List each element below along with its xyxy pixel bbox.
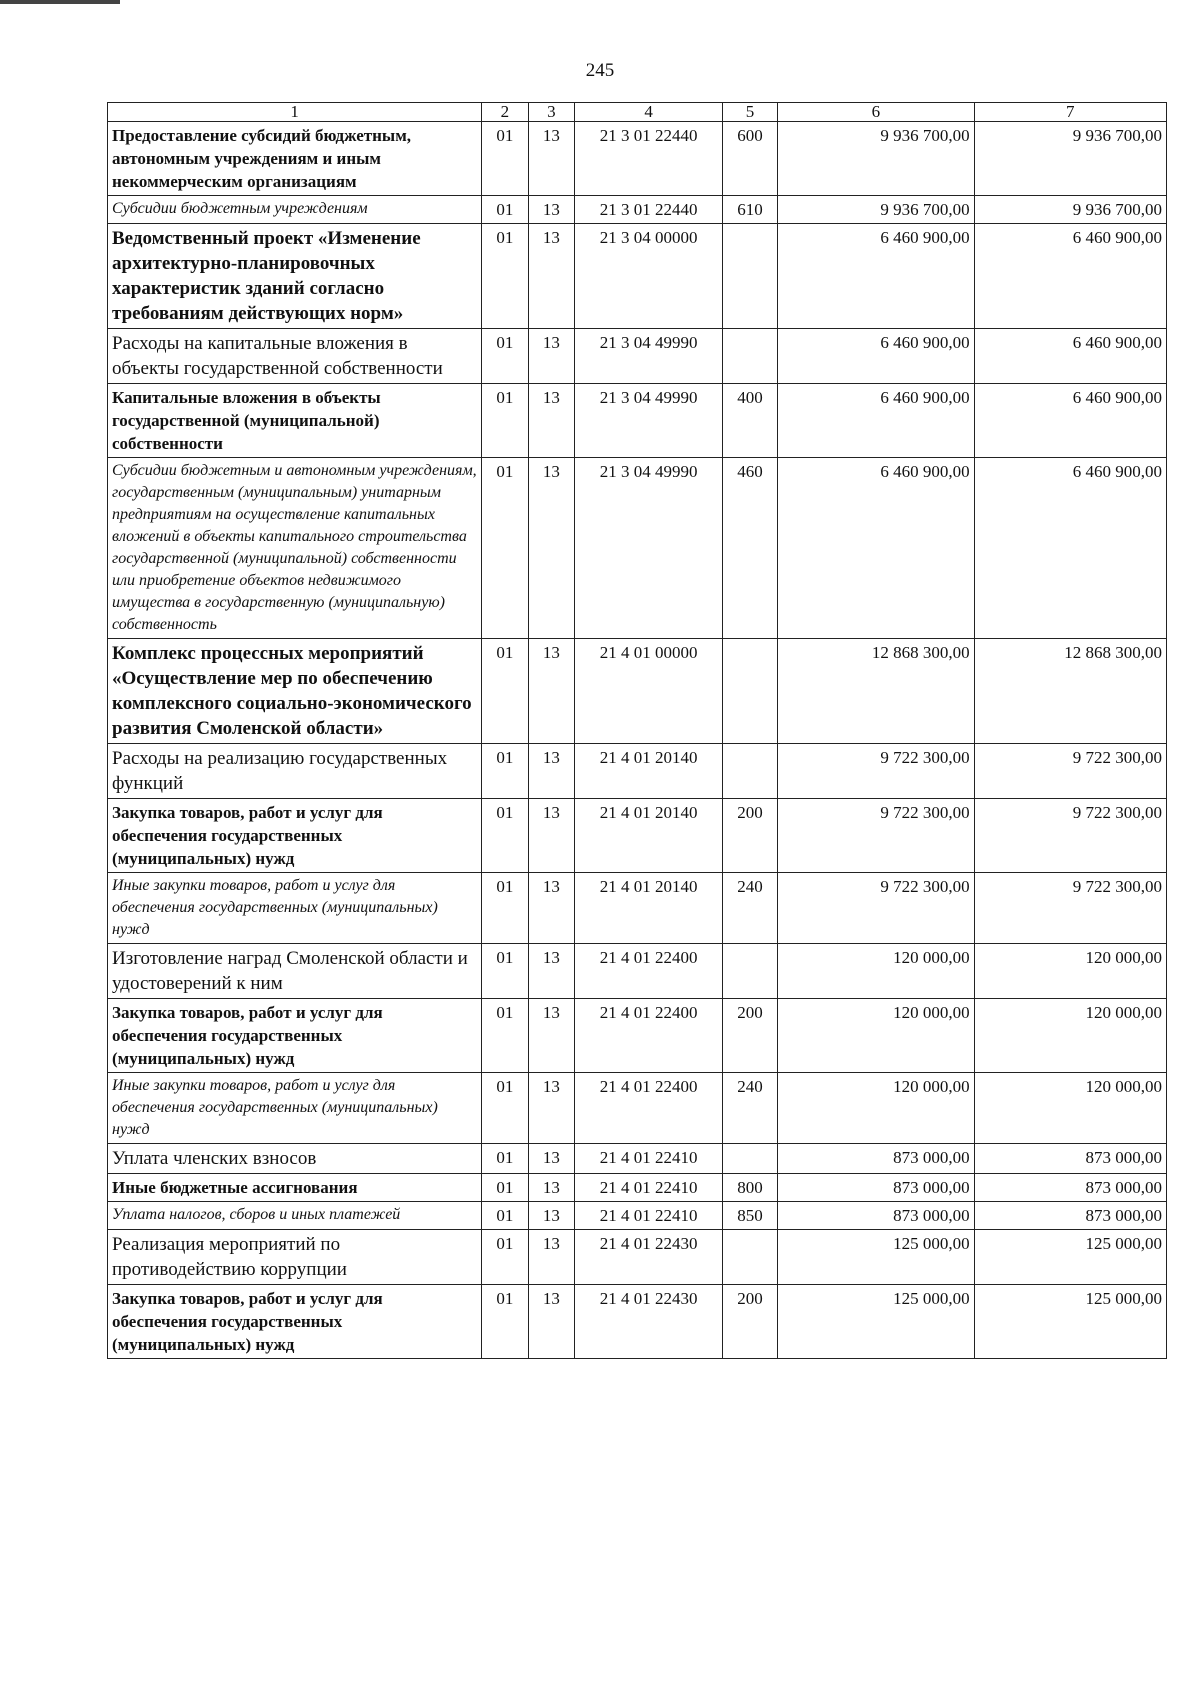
amount-year-1: 9 722 300,00 [778, 744, 975, 799]
table-row [108, 799, 1167, 873]
expense-type-code [723, 1144, 778, 1174]
target-article-code: 21 4 01 20140 [575, 799, 723, 873]
amount-year-2: 873 000,00 [974, 1174, 1166, 1202]
subsection-code: 13 [528, 799, 575, 873]
amount-year-1: 6 460 900,00 [778, 224, 975, 329]
header-cell: 4 [575, 103, 723, 122]
amount-year-2: 125 000,00 [974, 1230, 1166, 1285]
amount-year-1: 873 000,00 [778, 1144, 975, 1174]
expense-type-code: 200 [723, 1285, 778, 1359]
target-article-code: 21 4 01 20140 [575, 873, 723, 944]
expense-type-code [723, 744, 778, 799]
expense-type-code [723, 944, 778, 999]
item-name: Расходы на капитальные вложения в объекты государственной собственности [108, 329, 482, 384]
amount-year-1: 120 000,00 [778, 999, 975, 1073]
amount-year-1: 6 460 900,00 [778, 384, 975, 458]
expense-type-code: 200 [723, 799, 778, 873]
table-row [108, 329, 1167, 384]
section-code: 01 [482, 329, 529, 384]
amount-year-2: 873 000,00 [974, 1202, 1166, 1230]
target-article-code: 21 3 04 49990 [575, 384, 723, 458]
target-article-code: 21 4 01 22410 [575, 1144, 723, 1174]
amount-year-1: 6 460 900,00 [778, 329, 975, 384]
subsection-code: 13 [528, 1202, 575, 1230]
amount-year-2: 9 722 300,00 [974, 873, 1166, 944]
expense-type-code: 240 [723, 873, 778, 944]
subsection-code: 13 [528, 196, 575, 224]
section-code: 01 [482, 873, 529, 944]
item-name: Субсидии бюджетным и автономным учреждениям, государственным (муниципальным) унитарным предприятиям на осуществление капитальных вложений в объекты капитального строительства государственной (муниципальной) собственности или приобретение объектов недвижимого имущества в государственную (муниципальную) собственность [108, 458, 482, 639]
subsection-code: 13 [528, 384, 575, 458]
amount-year-2: 12 868 300,00 [974, 639, 1166, 744]
page-number: 245 [585, 60, 615, 81]
target-article-code: 21 4 01 22430 [575, 1230, 723, 1285]
amount-year-1: 873 000,00 [778, 1174, 975, 1202]
section-code: 01 [482, 122, 529, 196]
item-name: Капитальные вложения в объекты государственной (муниципальной) собственности [108, 384, 482, 458]
amount-year-2: 873 000,00 [974, 1144, 1166, 1174]
expense-type-code: 200 [723, 999, 778, 1073]
table-row [108, 1174, 1167, 1202]
header-cell: 5 [723, 103, 778, 122]
target-article-code: 21 4 01 20140 [575, 744, 723, 799]
subsection-code: 13 [528, 1285, 575, 1359]
section-code: 01 [482, 384, 529, 458]
amount-year-1: 6 460 900,00 [778, 458, 975, 639]
expense-type-code: 460 [723, 458, 778, 639]
target-article-code: 21 3 01 22440 [575, 122, 723, 196]
item-name: Изготовление наград Смоленской области и удостоверений к ним [108, 944, 482, 999]
target-article-code: 21 4 01 22400 [575, 999, 723, 1073]
section-code: 01 [482, 196, 529, 224]
header-cell: 2 [482, 103, 529, 122]
amount-year-1: 9 936 700,00 [778, 122, 975, 196]
target-article-code: 21 4 01 00000 [575, 639, 723, 744]
table-row [108, 1144, 1167, 1174]
amount-year-1: 9 722 300,00 [778, 873, 975, 944]
item-name: Предоставление субсидий бюджетным, автономным учреждениям и иным некоммерческим организациям [108, 122, 482, 196]
section-code: 01 [482, 458, 529, 639]
section-code: 01 [482, 1202, 529, 1230]
expense-type-code [723, 639, 778, 744]
header-cell: 1 [108, 103, 482, 122]
section-code: 01 [482, 999, 529, 1073]
expense-type-code: 850 [723, 1202, 778, 1230]
subsection-code: 13 [528, 224, 575, 329]
target-article-code: 21 3 01 22440 [575, 196, 723, 224]
item-name: Расходы на реализацию государственных функций [108, 744, 482, 799]
scan-edge [0, 0, 120, 4]
amount-year-1: 120 000,00 [778, 944, 975, 999]
item-name: Уплата налогов, сборов и иных платежей [108, 1202, 482, 1230]
subsection-code: 13 [528, 1174, 575, 1202]
amount-year-1: 9 936 700,00 [778, 196, 975, 224]
amount-year-2: 9 722 300,00 [974, 744, 1166, 799]
amount-year-1: 125 000,00 [778, 1285, 975, 1359]
target-article-code: 21 4 01 22430 [575, 1285, 723, 1359]
expense-type-code: 400 [723, 384, 778, 458]
item-name: Комплекс процессных мероприятий «Осуществление мер по обеспечению комплексного социально-экономического развития Смоленской области» [108, 639, 482, 744]
expense-type-code [723, 224, 778, 329]
amount-year-2: 120 000,00 [974, 999, 1166, 1073]
section-code: 01 [482, 1073, 529, 1144]
table-row [108, 224, 1167, 329]
subsection-code: 13 [528, 458, 575, 639]
target-article-code: 21 4 01 22400 [575, 944, 723, 999]
item-name: Ведомственный проект «Изменение архитектурно-планировочных характеристик зданий согласно требованиям действующих норм» [108, 224, 482, 329]
section-code: 01 [482, 1174, 529, 1202]
amount-year-1: 12 868 300,00 [778, 639, 975, 744]
target-article-code: 21 3 04 49990 [575, 329, 723, 384]
amount-year-2: 6 460 900,00 [974, 224, 1166, 329]
subsection-code: 13 [528, 944, 575, 999]
table-body [108, 122, 1167, 1359]
item-name: Закупка товаров, работ и услуг для обеспечения государственных (муниципальных) нужд [108, 799, 482, 873]
section-code: 01 [482, 224, 529, 329]
item-name: Иные закупки товаров, работ и услуг для обеспечения государственных (муниципальных) нужд [108, 873, 482, 944]
amount-year-1: 120 000,00 [778, 1073, 975, 1144]
budget-table [107, 102, 1167, 1359]
table-row [108, 122, 1167, 196]
subsection-code: 13 [528, 122, 575, 196]
target-article-code: 21 3 04 49990 [575, 458, 723, 639]
table-row [108, 1230, 1167, 1285]
amount-year-1: 125 000,00 [778, 1230, 975, 1285]
amount-year-2: 9 722 300,00 [974, 799, 1166, 873]
section-code: 01 [482, 799, 529, 873]
subsection-code: 13 [528, 329, 575, 384]
subsection-code: 13 [528, 1073, 575, 1144]
table-row [108, 999, 1167, 1073]
item-name: Иные закупки товаров, работ и услуг для обеспечения государственных (муниципальных) нужд [108, 1073, 482, 1144]
subsection-code: 13 [528, 1230, 575, 1285]
amount-year-2: 9 936 700,00 [974, 122, 1166, 196]
item-name: Иные бюджетные ассигнования [108, 1174, 482, 1202]
header-cell: 3 [528, 103, 575, 122]
table-row [108, 1285, 1167, 1359]
expense-type-code: 610 [723, 196, 778, 224]
amount-year-2: 6 460 900,00 [974, 329, 1166, 384]
item-name: Реализация мероприятий по противодействию коррупции [108, 1230, 482, 1285]
amount-year-1: 9 722 300,00 [778, 799, 975, 873]
amount-year-2: 6 460 900,00 [974, 384, 1166, 458]
section-code: 01 [482, 639, 529, 744]
subsection-code: 13 [528, 999, 575, 1073]
target-article-code: 21 4 01 22410 [575, 1174, 723, 1202]
subsection-code: 13 [528, 1144, 575, 1174]
section-code: 01 [482, 1230, 529, 1285]
item-name: Закупка товаров, работ и услуг для обеспечения государственных (муниципальных) нужд [108, 1285, 482, 1359]
expense-type-code: 800 [723, 1174, 778, 1202]
table-row [108, 744, 1167, 799]
amount-year-2: 125 000,00 [974, 1285, 1166, 1359]
expense-type-code [723, 329, 778, 384]
table-row [108, 873, 1167, 944]
table-row [108, 458, 1167, 639]
header-cell: 6 [778, 103, 975, 122]
target-article-code: 21 4 01 22400 [575, 1073, 723, 1144]
section-code: 01 [482, 1144, 529, 1174]
amount-year-2: 6 460 900,00 [974, 458, 1166, 639]
item-name: Уплата членских взносов [108, 1144, 482, 1174]
amount-year-1: 873 000,00 [778, 1202, 975, 1230]
table-row [108, 384, 1167, 458]
table-header-row [108, 103, 1167, 122]
expense-type-code [723, 1230, 778, 1285]
item-name: Закупка товаров, работ и услуг для обеспечения государственных (муниципальных) нужд [108, 999, 482, 1073]
header-cell: 7 [974, 103, 1166, 122]
section-code: 01 [482, 944, 529, 999]
target-article-code: 21 3 04 00000 [575, 224, 723, 329]
subsection-code: 13 [528, 744, 575, 799]
table-row [108, 1202, 1167, 1230]
table-row [108, 944, 1167, 999]
section-code: 01 [482, 744, 529, 799]
target-article-code: 21 4 01 22410 [575, 1202, 723, 1230]
expense-type-code: 240 [723, 1073, 778, 1144]
amount-year-2: 9 936 700,00 [974, 196, 1166, 224]
section-code: 01 [482, 1285, 529, 1359]
expense-type-code: 600 [723, 122, 778, 196]
subsection-code: 13 [528, 639, 575, 744]
subsection-code: 13 [528, 873, 575, 944]
item-name: Субсидии бюджетным учреждениям [108, 196, 482, 224]
table-row [108, 1073, 1167, 1144]
amount-year-2: 120 000,00 [974, 944, 1166, 999]
table-row [108, 639, 1167, 744]
table-row [108, 196, 1167, 224]
amount-year-2: 120 000,00 [974, 1073, 1166, 1144]
